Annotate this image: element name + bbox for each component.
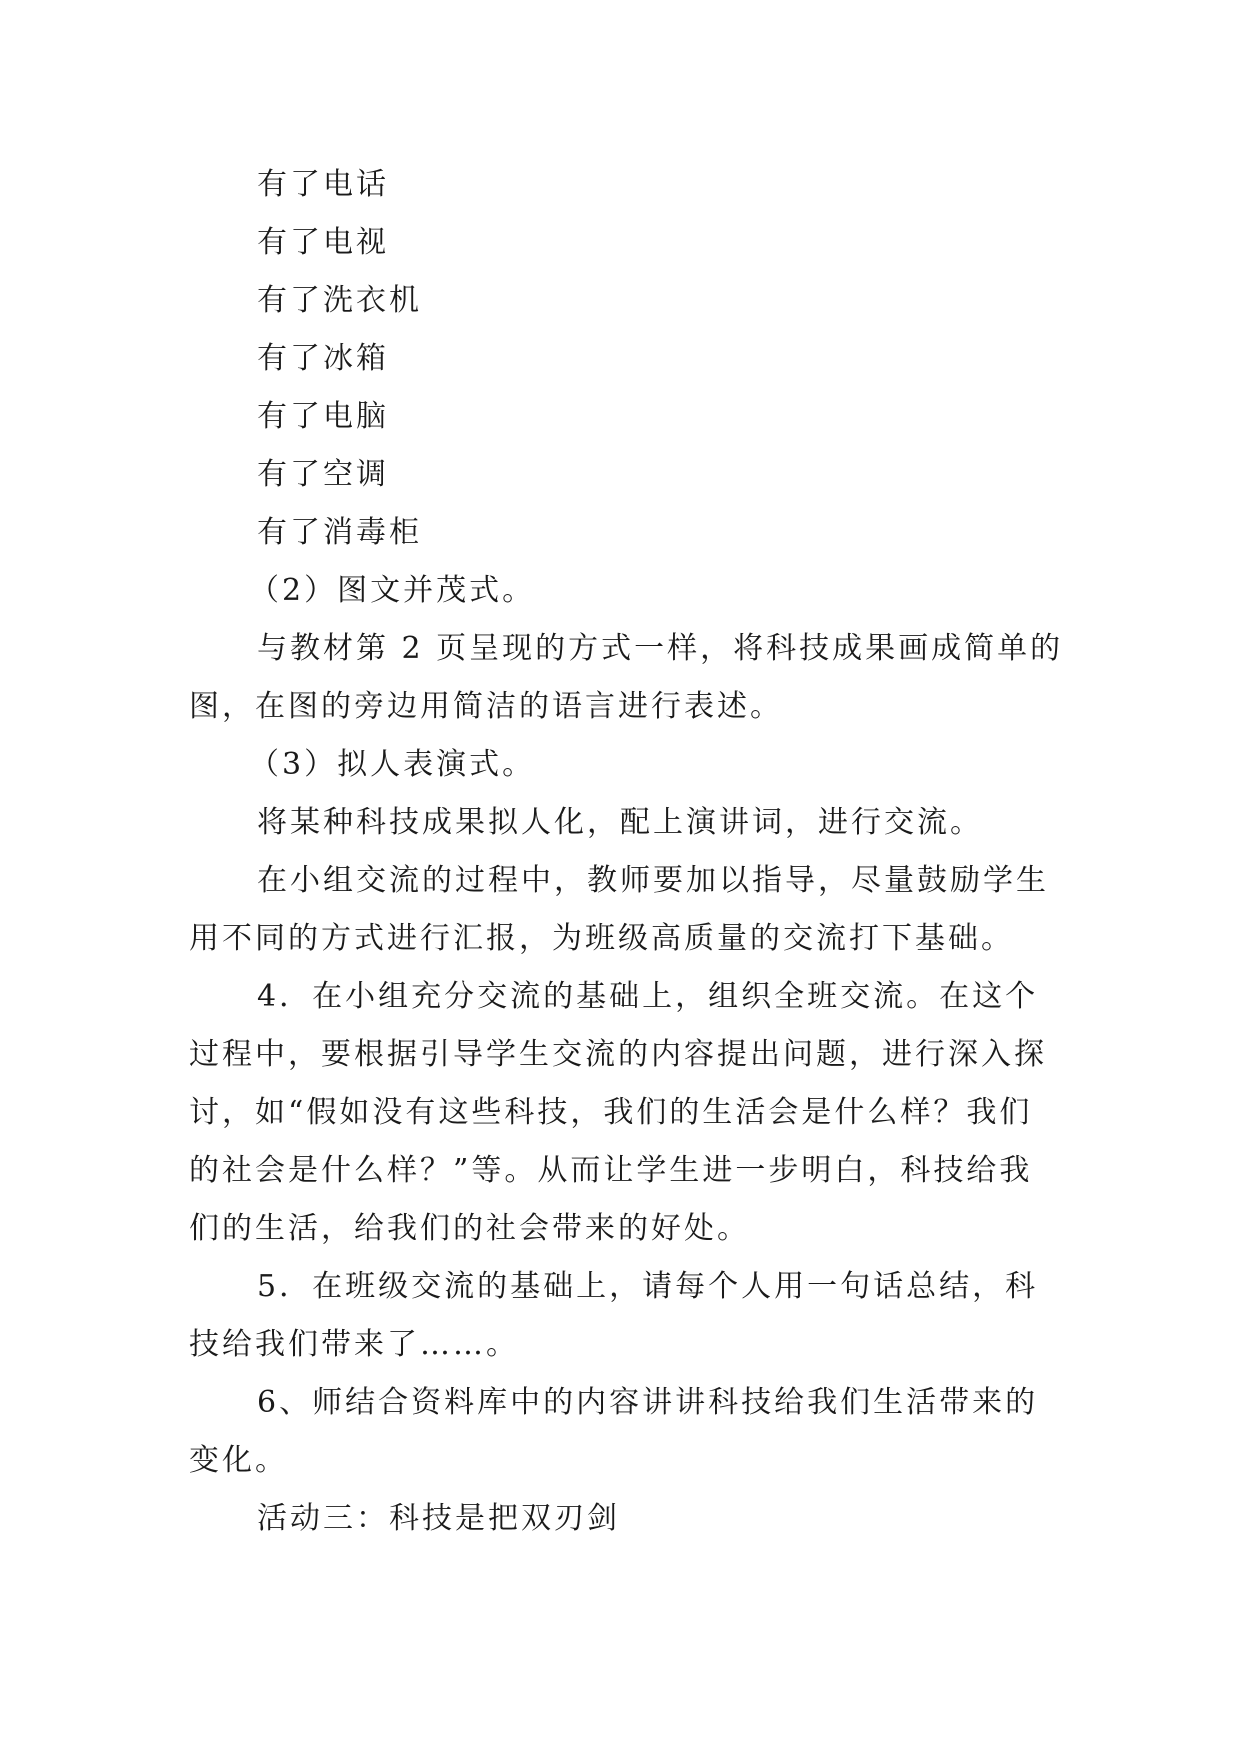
activity-heading: 活动三：科技是把双刃剑 [257,1501,620,1536]
list-item: 有了冰箱 [257,341,389,376]
paragraph-line: 6、师结合资料库中的内容讲讲科技给我们生活带来的 [257,1385,1039,1420]
paragraph-line: 的社会是什么样？”等。从而让学生进一步明白，科技给我 [189,1153,1033,1188]
paragraph-line: 4．在小组充分交流的基础上，组织全班交流。在这个 [257,979,1039,1014]
paragraph-line: 变化。 [189,1443,288,1478]
list-item: 有了电话 [257,167,389,202]
paragraph-line: 用不同的方式进行汇报，为班级高质量的交流打下基础。 [189,921,1014,956]
paragraph-line: 与教材第 2 页呈现的方式一样，将科技成果画成简单的 [257,631,1064,666]
paragraph-line: 讨，如“假如没有这些科技，我们的生活会是什么样？我们 [189,1095,1033,1130]
section-heading-2: （2）图文并茂式。 [249,573,536,608]
paragraph-line: 过程中，要根据引导学生交流的内容提出问题，进行深入探 [189,1037,1047,1072]
paragraph-line: 将某种科技成果拟人化，配上演讲词，进行交流。 [257,805,983,840]
section-heading-3: （3）拟人表演式。 [249,747,536,782]
paragraph-line: 技给我们带来了……。 [189,1327,519,1362]
list-item: 有了空调 [257,457,389,492]
list-item: 有了洗衣机 [257,283,422,318]
paragraph-line: 5．在班级交流的基础上，请每个人用一句话总结，科 [257,1269,1039,1304]
list-item: 有了电脑 [257,399,389,434]
list-item: 有了电视 [257,225,389,260]
paragraph-line: 们的生活，给我们的社会带来的好处。 [189,1211,750,1246]
list-item: 有了消毒柜 [257,515,422,550]
document-body [189,156,1064,1548]
paragraph-line: 图，在图的旁边用简洁的语言进行表述。 [189,689,783,724]
paragraph-line: 在小组交流的过程中，教师要加以指导，尽量鼓励学生 [257,863,1049,898]
